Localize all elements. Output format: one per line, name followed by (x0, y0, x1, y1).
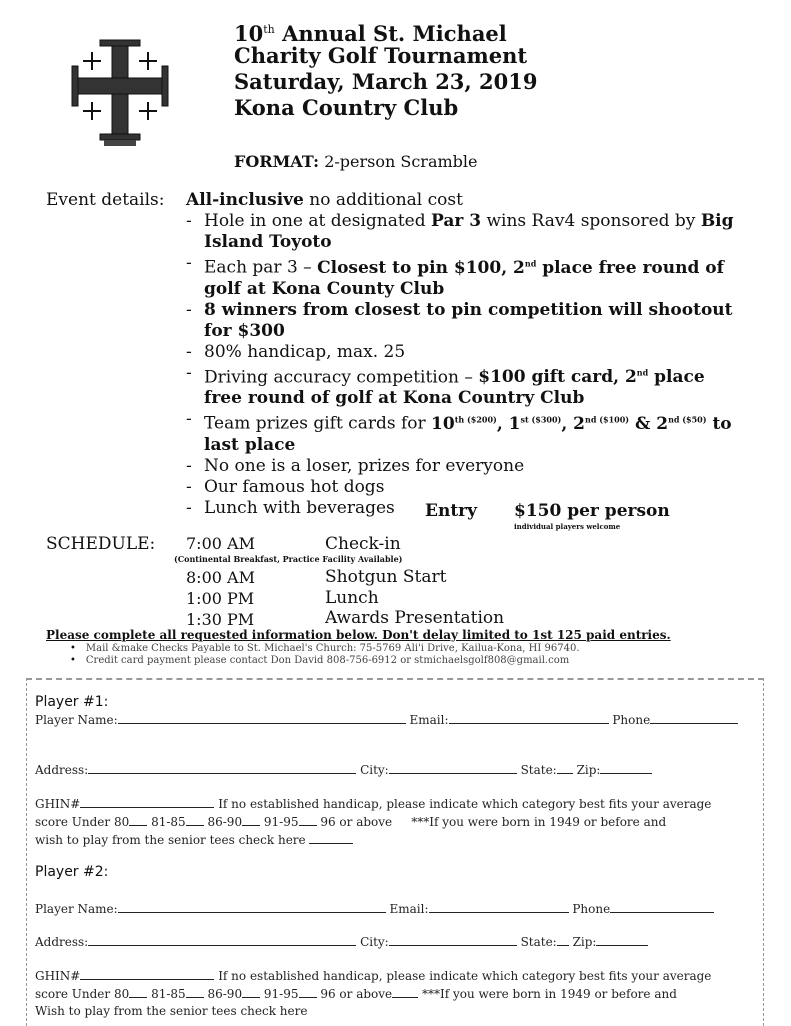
schedule-event: Lunch (325, 588, 379, 608)
schedule-time: 8:00 AM (186, 568, 255, 587)
event-item: - Hole in one at designated Par 3 wins Rav4 sponsored by Big Island Toyoto (186, 211, 746, 253)
player2-email-field[interactable] (429, 901, 569, 913)
schedule-time: 1:00 PM (186, 589, 255, 608)
player1-address-row: Address: City: State: Zip: (35, 762, 652, 777)
title-line-2: Charity Golf Tournament (234, 43, 528, 68)
entry-label: Entry (425, 501, 478, 521)
player2-name-field[interactable] (118, 901, 386, 913)
senior-tees-checkbox[interactable] (309, 832, 353, 844)
event-intro: All-inclusive no additional cost (186, 190, 463, 210)
checkbox[interactable] (299, 814, 317, 826)
event-item: - No one is a loser, prizes for everyone (186, 456, 746, 477)
player1-state-field[interactable] (557, 762, 573, 774)
event-details-label: Event details: (46, 190, 165, 210)
player2-address-field[interactable] (88, 934, 356, 946)
player2-state-field[interactable] (557, 934, 569, 946)
player1-name-row: Player Name: Email: Phone (35, 712, 738, 727)
event-item: - 80% handicap, max. 25 (186, 342, 746, 363)
player2-phone-field[interactable] (610, 901, 714, 913)
player1-ghin-field[interactable] (80, 796, 214, 808)
schedule-time: 1:30 PM (186, 610, 255, 629)
checkbox[interactable] (242, 814, 260, 826)
event-item: - 8 winners from closest to pin competition will shootout for $300 (186, 300, 746, 342)
schedule-event: Shotgun Start (325, 567, 447, 587)
schedule-label: SCHEDULE: (46, 534, 156, 554)
checkbox[interactable] (186, 986, 204, 998)
payment-instructions (70, 643, 580, 667)
checkbox[interactable] (392, 986, 418, 998)
player1-address-field[interactable] (88, 762, 356, 774)
jerusalem-cross-logo (70, 38, 170, 148)
list-item: • Credit card payment please contact Don David 808-756-6912 or stmichaelsgolf808@gmail.com (70, 655, 580, 667)
entry-price: $150 per person (514, 501, 670, 521)
player1-email-field[interactable] (449, 712, 609, 724)
event-item: - Each par 3 – Closest to pin $100, 2nd place free round of golf at Kona County Club (186, 253, 746, 300)
player1-phone-field[interactable] (650, 712, 738, 724)
checkbox[interactable] (129, 986, 147, 998)
checkbox[interactable] (299, 986, 317, 998)
player1-city-field[interactable] (389, 762, 517, 774)
schedule-event: Awards Presentation (325, 608, 505, 628)
player1-senior-row: wish to play from the senior tees check here (35, 832, 353, 847)
player2-address-row: Address: City: State: Zip: (35, 934, 648, 949)
title-line-4: Kona Country Club (234, 95, 459, 120)
player1-heading: Player #1: (35, 694, 109, 710)
event-details-list (186, 190, 746, 519)
checkbox[interactable] (242, 986, 260, 998)
player2-name-row: Player Name: Email: Phone (35, 901, 714, 916)
event-item: - Our famous hot dogs (186, 477, 746, 498)
registration-notice: Please complete all requested information below. Don't delay limited to 1st 125 paid entries. (46, 628, 671, 642)
format-line: FORMAT: 2-person Scramble (234, 152, 478, 171)
event-item: - Team prizes gift cards for $10^{th (\$200)}$, $1^{st (\$300)}$, $2^{nd (\$100)}$ & $2^{nd (\$50)}$ to last place (186, 409, 746, 456)
player2-heading: Player #2: (35, 864, 109, 880)
breakfast-note: (Continental Breakfast, Practice Facility Available) (174, 554, 403, 564)
list-item: • Mail &make Checks Payable to St. Michael's Church: 75-5769 Ali'i Drive, Kailua-Kona, HI 96740. (70, 643, 580, 655)
player2-ghin-field[interactable] (80, 968, 214, 980)
player2-zip-field[interactable] (596, 934, 648, 946)
player1-name-field[interactable] (118, 712, 406, 724)
player2-city-field[interactable] (389, 934, 517, 946)
checkbox[interactable] (186, 814, 204, 826)
player2-ghin-row: GHIN# If no established handicap, please indicate which category best fits your average (35, 969, 712, 983)
title-line-1: 10th Annual St. Michael (234, 21, 507, 46)
player1-zip-field[interactable] (600, 762, 652, 774)
event-item: - Driving accuracy competition – $100 gift card, 2nd place free round of golf at Kona Country Club (186, 363, 746, 410)
checkbox[interactable] (129, 814, 147, 826)
schedule-event: Check-in (325, 534, 401, 554)
entry-note: individual players welcome (514, 522, 621, 531)
player1-score-row: score Under 80 81-85 86-90 91-95 96 or above ***If you were born in 1949 or before and (35, 815, 667, 829)
schedule-time: 7:00 AM (186, 534, 255, 553)
title-line-3: Saturday, March 23, 2019 (234, 69, 538, 94)
event-item: - Lunch with beverages (186, 498, 746, 519)
player2-senior-row: Wish to play from the senior tees check here (35, 1004, 308, 1018)
player2-score-row: score Under 80 81-85 86-90 91-95 96 or above ***If you were born in 1949 or before and (35, 987, 677, 1001)
player1-ghin-row: GHIN# If no established handicap, please indicate which category best fits your average (35, 797, 712, 811)
